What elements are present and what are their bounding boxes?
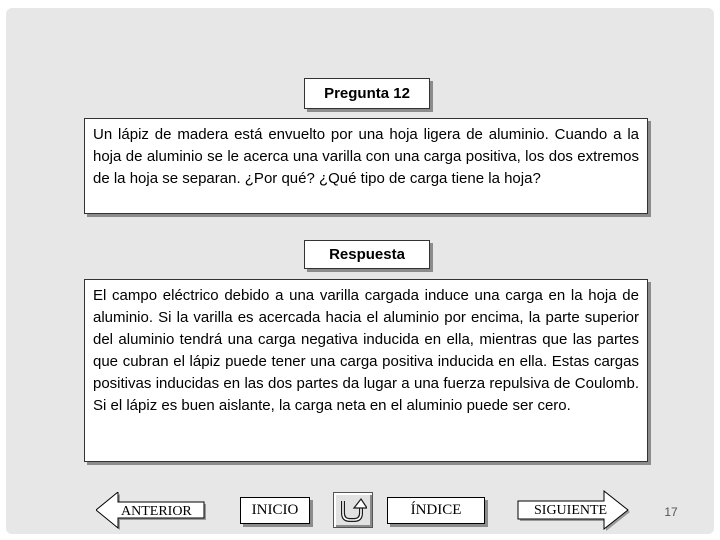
previous-label: ANTERIOR (121, 504, 192, 519)
question-label-text: Pregunta 12 (324, 85, 410, 102)
answer-text-box (84, 279, 648, 462)
next-button[interactable] (516, 490, 630, 532)
u-turn-arrow-icon (339, 497, 367, 523)
return-button[interactable] (333, 492, 373, 528)
page-number: 17 (664, 505, 678, 519)
home-label: INICIO (251, 502, 299, 518)
answer-text: El campo eléctrico debido a una varilla cargada induce una carga en la hoja de aluminio. Si la varilla es acercada hacia el aluminio por encima, la parte superior del aluminio tendrá una carga negativa inducida en ella, mientras que las partes que cubran el lápiz puede tener una carga positiva inducida en ella. Estas cargas positivas inducidas en las dos partes da lugar a una fuerza repulsiva de Coulomb. Si el lápiz es buen aislante, la carga neta en el aluminio puede ser cero. (93, 287, 639, 414)
home-button[interactable] (240, 497, 310, 524)
question-text: Un lápiz de madera está envuelto por una hoja ligera de aluminio. Cuando a la hoja de aluminio se le acerca una varilla con una carga positiva, los dos extremos de la hoja se separan. ¿Por qué? ¿Qué tipo de carga tiene la hoja? (93, 126, 639, 187)
answer-label (304, 240, 430, 269)
index-label: ÍNDICE (410, 502, 462, 518)
previous-button[interactable] (96, 492, 208, 532)
index-button[interactable] (387, 497, 485, 524)
next-label: SIGUIENTE (534, 503, 608, 518)
question-label (304, 78, 430, 109)
answer-label-text: Respuesta (329, 246, 405, 263)
question-text-box (84, 118, 648, 214)
slide (6, 8, 714, 534)
